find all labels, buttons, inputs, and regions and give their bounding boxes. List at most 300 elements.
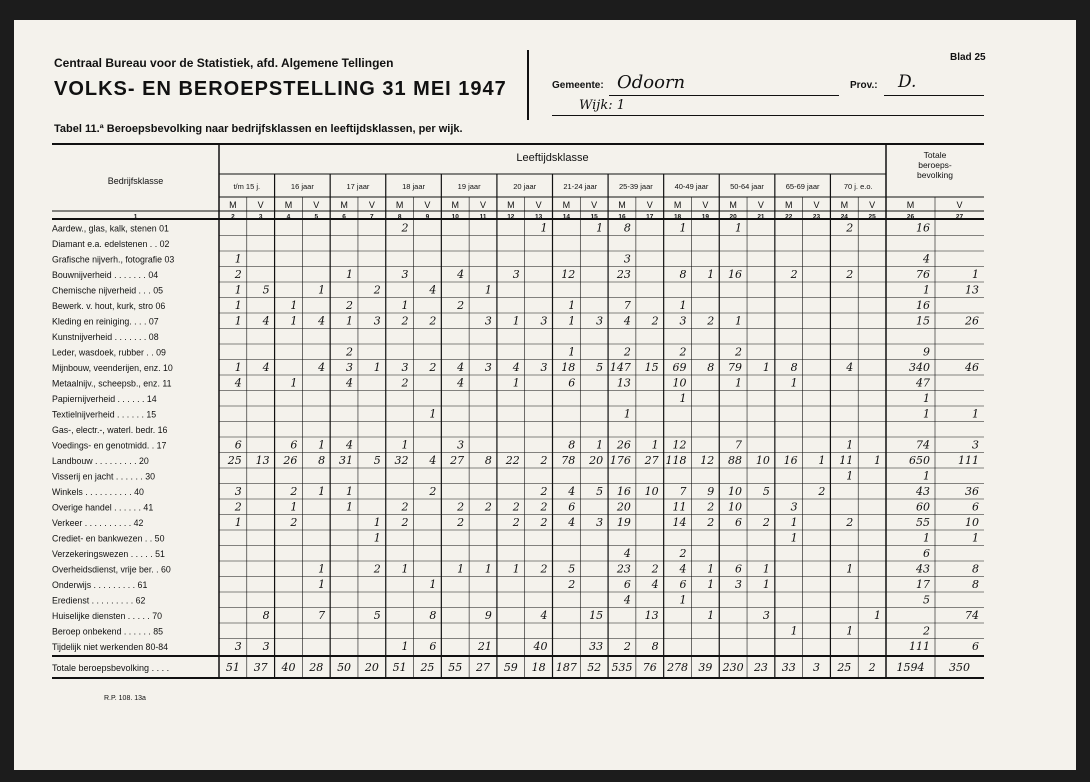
cell-value: 1 xyxy=(762,578,770,591)
cell-value: 6 xyxy=(568,376,576,390)
cell-value: 2 xyxy=(373,283,381,297)
cell-value: 22 xyxy=(505,454,520,467)
row-label: Bewerk. v. hout, kurk, stro 06 xyxy=(52,301,166,311)
column-number: 22 xyxy=(785,213,793,221)
table-title: Tabel 11.ª Beroepsbevolking naar bedrijfsklassen en leeftijdsklassen, per wijk. xyxy=(54,123,463,135)
cell-value: 2 xyxy=(401,314,409,328)
cell-value: 3 xyxy=(972,438,979,452)
cell-value: 7 xyxy=(735,438,743,452)
cell-value: 1 xyxy=(512,562,520,576)
cell-value: 6 xyxy=(735,562,743,576)
cell-value: 13 xyxy=(644,609,659,622)
column-number: 3 xyxy=(258,213,263,221)
cell-value: 5 xyxy=(373,609,381,622)
cell-value: 1 xyxy=(846,469,854,483)
cell-value: 1 xyxy=(234,299,242,312)
province-label: Prov.: xyxy=(850,80,878,91)
total-value: 2 xyxy=(868,661,876,674)
totale-header: Totale xyxy=(923,150,947,160)
row-label: Huiselijke diensten . . . . . 70 xyxy=(52,611,163,621)
cell-value: 7 xyxy=(623,299,631,312)
cell-value: 1 xyxy=(373,361,381,374)
column-number: 10 xyxy=(451,213,459,221)
cell-value: 16 xyxy=(616,485,631,498)
cell-value: 4 xyxy=(429,283,437,297)
column-number: 19 xyxy=(701,213,709,221)
cell-value: 1 xyxy=(345,314,353,328)
row-label: Chemische nijverheid . . . 05 xyxy=(52,285,163,296)
sex-label: V xyxy=(591,200,598,210)
cell-value: 3 xyxy=(735,578,743,591)
cell-value: 2 xyxy=(401,221,409,235)
column-number: 27 xyxy=(955,213,964,221)
cell-value: 1 xyxy=(290,500,298,514)
row-label: Kunstnijverheid . . . . . . . 08 xyxy=(52,332,159,342)
cell-value: 1 xyxy=(234,516,242,529)
total-value: 40 xyxy=(281,661,296,674)
cell-value: 2 xyxy=(540,516,548,529)
cell-value: 1 xyxy=(345,500,353,514)
cell-value: 6 xyxy=(679,578,687,591)
row-label: Crediet- en bankwezen . . 50 xyxy=(52,533,165,544)
cell-value: 1 xyxy=(234,283,242,297)
cell-value: 10 xyxy=(672,376,687,390)
column-number: 15 xyxy=(590,213,598,221)
cell-value: 118 xyxy=(665,454,687,467)
totals-label: Totale beroepsbevolking . . . . xyxy=(52,663,170,673)
cell-value: 1 xyxy=(401,299,409,312)
cell-value: 1 xyxy=(707,268,715,281)
cell-value: 1 xyxy=(484,562,492,576)
cell-value: 8 xyxy=(679,268,687,281)
total-value: 230 xyxy=(722,661,744,674)
cell-value: 26 xyxy=(616,438,631,452)
cell-value: 1 xyxy=(874,454,881,467)
row-label: Beroep onbekend . . . . . . 85 xyxy=(52,626,164,637)
cell-value: 78 xyxy=(561,454,576,467)
cell-value: 4 xyxy=(623,547,631,560)
cell-value: 74 xyxy=(965,609,979,622)
cell-value: 1 xyxy=(373,531,381,545)
cell-value: 4 xyxy=(262,314,270,328)
sex-label: M xyxy=(340,200,348,210)
cell-value: 10 xyxy=(755,454,770,467)
cell-value: 60 xyxy=(916,500,930,514)
cell-value: 46 xyxy=(965,361,979,374)
cell-value: 2 xyxy=(707,314,715,328)
cell-value: 2 xyxy=(540,485,548,498)
cell-value: 31 xyxy=(338,454,353,467)
bureau-heading: Centraal Bureau voor de Statistiek, afd. Algemene Tellingen xyxy=(54,56,394,70)
cell-value: 340 xyxy=(909,361,930,374)
cell-value: 3 xyxy=(623,252,631,266)
cell-value: 2 xyxy=(429,314,437,328)
cell-value: 1 xyxy=(401,438,409,452)
cell-value: 1 xyxy=(790,376,798,390)
cell-value: 2 xyxy=(457,500,465,514)
wijk-value: Wijk: 1 xyxy=(579,98,625,113)
cell-value: 4 xyxy=(457,361,465,374)
cell-value: 8 xyxy=(707,361,715,374)
cell-value: 111 xyxy=(958,454,979,467)
cell-value: 16 xyxy=(783,454,798,467)
cell-value: 1 xyxy=(234,252,242,266)
cell-value: 1 xyxy=(429,407,437,421)
cell-value: 6 xyxy=(290,438,298,452)
cell-value: 32 xyxy=(394,454,409,467)
cell-value: 1 xyxy=(846,438,854,452)
cell-value: 9 xyxy=(707,485,715,498)
totale-header: bevolking xyxy=(917,170,953,180)
cell-value: 43 xyxy=(916,562,930,576)
cell-value: 2 xyxy=(762,516,770,529)
cell-value: 6 xyxy=(623,578,631,591)
cell-value: 13 xyxy=(965,283,979,297)
sex-label: M xyxy=(395,200,404,210)
cell-value: 10 xyxy=(644,485,659,498)
cell-value: 33 xyxy=(589,640,604,653)
total-value: 39 xyxy=(698,661,713,674)
cell-value: 111 xyxy=(909,640,930,653)
cell-value: 1 xyxy=(373,516,381,529)
cell-value: 1 xyxy=(679,392,687,405)
cell-value: 3 xyxy=(540,314,548,328)
sex-label: M xyxy=(507,200,515,210)
sex-label: V xyxy=(646,200,653,210)
gemeente-label: Gemeente: xyxy=(552,80,604,91)
cell-value: 8 xyxy=(651,640,659,653)
cell-value: 8 xyxy=(568,438,576,452)
cell-value: 11 xyxy=(672,500,687,514)
cell-value: 3 xyxy=(790,500,798,514)
row-label: Diamant e.a. edelstenen . . 02 xyxy=(52,239,170,249)
cell-value: 3 xyxy=(401,361,409,374)
age-group-label: 25-39 jaar xyxy=(618,182,653,191)
cell-value: 26 xyxy=(283,454,298,467)
total-value: 1594 xyxy=(896,661,925,674)
cell-value: 1 xyxy=(234,314,242,328)
total-value: 51 xyxy=(392,661,407,674)
row-label: Overige handel . . . . . . 41 xyxy=(52,502,154,513)
cell-value: 1 xyxy=(846,624,854,638)
sex-label: M xyxy=(673,200,682,210)
cell-value: 2 xyxy=(707,516,715,529)
cell-value: 4 xyxy=(345,438,353,452)
cell-value: 4 xyxy=(540,609,548,622)
cell-value: 3 xyxy=(596,516,604,529)
cell-value: 1 xyxy=(290,376,298,390)
cell-value: 1 xyxy=(401,562,409,576)
total-value: 76 xyxy=(642,661,657,674)
cell-value: 650 xyxy=(909,454,930,467)
cell-value: 76 xyxy=(916,268,930,281)
cell-value: 2 xyxy=(679,345,687,359)
cell-value: 23 xyxy=(616,562,631,576)
cell-value: 2 xyxy=(512,500,520,514)
cell-value: 1 xyxy=(401,640,409,653)
column-number: 13 xyxy=(534,213,543,221)
cell-value: 147 xyxy=(609,361,631,374)
total-value: 25 xyxy=(837,661,852,674)
total-value: 535 xyxy=(611,661,633,674)
cell-value: 2 xyxy=(540,500,548,514)
cell-value: 17 xyxy=(916,578,930,591)
leeftijd-header: Leeftijdsklasse xyxy=(516,152,589,164)
cell-value: 1 xyxy=(818,454,826,467)
cell-value: 2 xyxy=(790,268,798,281)
cell-value: 8 xyxy=(262,609,270,622)
cell-value: 1 xyxy=(345,485,353,498)
row-label: Grafische nijverh., fotografie 03 xyxy=(52,254,175,265)
cell-value: 1 xyxy=(735,376,743,390)
cell-value: 1 xyxy=(735,221,743,235)
column-number: 4 xyxy=(286,213,291,221)
cell-value: 5 xyxy=(262,283,270,297)
cell-value: 1 xyxy=(972,407,979,421)
cell-value: 2 xyxy=(623,640,631,653)
cell-value: 4 xyxy=(679,562,687,576)
column-number: 12 xyxy=(507,213,515,221)
row-label: Eredienst . . . . . . . . . 62 xyxy=(52,595,146,606)
sex-label: M xyxy=(562,200,571,210)
column-number: 9 xyxy=(425,213,430,221)
age-group-label: 40-49 jaar xyxy=(674,182,709,191)
cell-value: 1 xyxy=(707,562,715,576)
age-group-label: 18 jaar xyxy=(402,182,426,191)
cell-value: 3 xyxy=(679,314,687,328)
column-number: 14 xyxy=(562,213,571,221)
age-group-label: 20 jaar xyxy=(513,182,537,191)
cell-value: 2 xyxy=(401,516,409,529)
cell-value: 2 xyxy=(373,562,381,576)
column-number: 24 xyxy=(840,213,848,221)
cell-value: 40 xyxy=(533,640,548,653)
cell-value: 2 xyxy=(623,345,631,359)
cell-value: 1 xyxy=(923,392,930,405)
column-number: 18 xyxy=(673,213,682,221)
cell-value: 1 xyxy=(651,438,659,452)
cell-value: 2 xyxy=(345,299,353,312)
census-form-sheet xyxy=(14,20,1076,770)
cell-value: 2 xyxy=(568,578,576,591)
sex-label: M xyxy=(618,200,626,210)
cell-value: 26 xyxy=(965,314,979,328)
cell-value: 8 xyxy=(623,221,631,235)
cell-value: 1 xyxy=(923,531,930,545)
sex-label: V xyxy=(535,200,542,210)
cell-value: 27 xyxy=(644,454,659,467)
cell-value: 4 xyxy=(568,485,576,498)
row-label: Kleding en reiniging. . . . 07 xyxy=(52,316,159,327)
cell-value: 9 xyxy=(484,609,492,622)
sex-label: V xyxy=(869,200,876,210)
total-value: 51 xyxy=(225,661,240,674)
cell-value: 1 xyxy=(623,407,631,421)
cell-value: 16 xyxy=(916,221,930,235)
sheet-number: Blad 25 xyxy=(950,52,986,63)
province-value: D. xyxy=(898,72,917,92)
cell-value: 10 xyxy=(965,516,979,529)
cell-value: 11 xyxy=(839,454,854,467)
cell-value: 25 xyxy=(227,454,242,467)
cell-value: 20 xyxy=(616,500,631,514)
column-number: 25 xyxy=(868,213,876,221)
cell-value: 8 xyxy=(318,454,326,467)
cell-value: 1 xyxy=(679,221,687,235)
column-number: 21 xyxy=(757,213,765,221)
cell-value: 79 xyxy=(728,361,743,374)
cell-value: 2 xyxy=(290,516,298,529)
cell-value: 2 xyxy=(707,500,715,514)
cell-value: 1 xyxy=(568,345,576,359)
row-label: Verkeer . . . . . . . . . . 42 xyxy=(52,518,144,528)
cell-value: 8 xyxy=(972,562,979,576)
cell-value: 12 xyxy=(700,454,715,467)
cell-value: 1 xyxy=(290,314,298,328)
cell-value: 6 xyxy=(568,500,576,514)
cell-value: 19 xyxy=(616,516,631,529)
cell-value: 4 xyxy=(623,314,631,328)
cell-value: 2 xyxy=(290,485,298,498)
total-value: 59 xyxy=(503,661,518,674)
cell-value: 6 xyxy=(972,500,979,514)
sex-label: V xyxy=(480,200,487,210)
cell-value: 4 xyxy=(568,516,576,529)
cell-value: 8 xyxy=(790,361,798,374)
cell-value: 1 xyxy=(318,485,326,498)
column-number: 5 xyxy=(314,213,319,221)
cell-value: 2 xyxy=(735,345,743,359)
row-label: Mijnbouw, veenderijen, enz. 10 xyxy=(52,363,173,373)
sex-label: M xyxy=(284,200,293,210)
row-label: Onderwijs . . . . . . . . . 61 xyxy=(52,580,148,590)
cell-value: 9 xyxy=(923,345,930,359)
cell-value: 88 xyxy=(728,454,743,467)
cell-value: 12 xyxy=(672,438,687,452)
cell-value: 1 xyxy=(318,578,326,591)
census-table xyxy=(14,20,1076,770)
column-number: 2 xyxy=(231,213,235,221)
row-label: Bouwnijverheid . . . . . . . 04 xyxy=(52,270,159,280)
total-value: 20 xyxy=(364,661,379,674)
cell-value: 3 xyxy=(596,314,604,328)
cell-value: 6 xyxy=(735,516,743,529)
cell-value: 3 xyxy=(234,485,242,498)
cell-value: 1 xyxy=(735,314,743,328)
row-label: Tijdelijk niet werkenden 80-84 xyxy=(52,642,169,652)
cell-value: 2 xyxy=(429,485,437,498)
total-value: 52 xyxy=(587,661,602,674)
cell-value: 18 xyxy=(561,361,576,374)
bedrijfsklasse-header: Bedrijfsklasse xyxy=(107,176,164,186)
cell-value: 4 xyxy=(318,314,326,328)
cell-value: 21 xyxy=(477,640,492,653)
cell-value: 176 xyxy=(609,454,631,467)
column-number: 7 xyxy=(370,213,374,221)
cell-value: 12 xyxy=(561,268,576,281)
cell-value: 13 xyxy=(255,454,270,467)
cell-value: 5 xyxy=(923,593,930,607)
row-label: Verzekeringswezen . . . . . 51 xyxy=(52,549,165,559)
cell-value: 36 xyxy=(965,485,979,498)
cell-value: 1 xyxy=(923,469,930,483)
cell-value: 1 xyxy=(596,438,604,452)
cell-value: 1 xyxy=(923,283,930,297)
row-label: Leder, wasdoek, rubber . . 09 xyxy=(52,347,166,358)
cell-value: 6 xyxy=(923,547,930,560)
total-value: 18 xyxy=(531,661,546,674)
cell-value: 5 xyxy=(568,562,576,576)
cell-value: 2 xyxy=(540,454,548,467)
age-group-label: 70 j. e.o. xyxy=(843,182,873,191)
form-title: VOLKS- EN BEROEPSTELLING 31 MEI 1947 xyxy=(54,78,507,100)
cell-value: 2 xyxy=(651,314,659,328)
total-value: 25 xyxy=(420,661,435,674)
cell-value: 7 xyxy=(318,609,326,622)
cell-value: 4 xyxy=(457,268,465,281)
cell-value: 6 xyxy=(429,640,437,653)
cell-value: 2 xyxy=(846,221,854,235)
cell-value: 2 xyxy=(540,562,548,576)
cell-value: 2 xyxy=(679,547,687,560)
cell-value: 6 xyxy=(972,640,979,653)
column-number: 6 xyxy=(342,213,346,221)
column-number: 26 xyxy=(906,213,915,221)
column-number: 11 xyxy=(479,213,487,221)
cell-value: 1 xyxy=(429,578,437,591)
cell-value: 1 xyxy=(972,531,979,545)
cell-value: 55 xyxy=(916,516,930,529)
row-label: Textielnijverheid . . . . . . 15 xyxy=(52,409,157,420)
cell-value: 7 xyxy=(679,485,687,498)
cell-value: 4 xyxy=(512,361,520,374)
cell-value: 4 xyxy=(846,361,854,374)
total-value: 28 xyxy=(309,661,324,674)
totale-header: beroeps- xyxy=(918,160,952,170)
total-value: 350 xyxy=(949,661,970,674)
cell-value: 3 xyxy=(484,361,492,374)
cell-value: 1 xyxy=(568,314,576,328)
cell-value: 3 xyxy=(345,361,353,374)
cell-value: 1 xyxy=(707,609,715,622)
cell-value: 3 xyxy=(484,314,492,328)
cell-value: 2 xyxy=(846,268,854,281)
row-label: Aardew., glas, kalk, stenen 01 xyxy=(52,223,169,234)
cell-value: 1 xyxy=(923,407,930,421)
sex-label: V xyxy=(313,200,320,210)
total-value: 278 xyxy=(667,661,689,674)
cell-value: 4 xyxy=(457,376,465,390)
cell-value: 1 xyxy=(540,221,548,235)
cell-value: 4 xyxy=(923,252,930,266)
sex-label: M xyxy=(729,200,737,210)
sex-label: M xyxy=(451,200,459,210)
sex-label: V xyxy=(702,200,709,210)
cell-value: 5 xyxy=(373,454,381,467)
age-group-label: 21-24 jaar xyxy=(563,182,598,191)
cell-value: 3 xyxy=(540,361,548,374)
cell-value: 15 xyxy=(589,609,604,622)
cell-value: 3 xyxy=(457,438,465,452)
cell-value: 3 xyxy=(234,640,242,653)
cell-value: 74 xyxy=(916,438,930,452)
row-label: Papiernijverheid . . . . . . 14 xyxy=(52,394,157,404)
cell-value: 3 xyxy=(373,314,381,328)
row-label: Winkels . . . . . . . . . . 40 xyxy=(52,487,144,497)
cell-value: 8 xyxy=(429,609,437,622)
column-number: 20 xyxy=(729,213,737,221)
sex-label: V xyxy=(257,200,264,210)
